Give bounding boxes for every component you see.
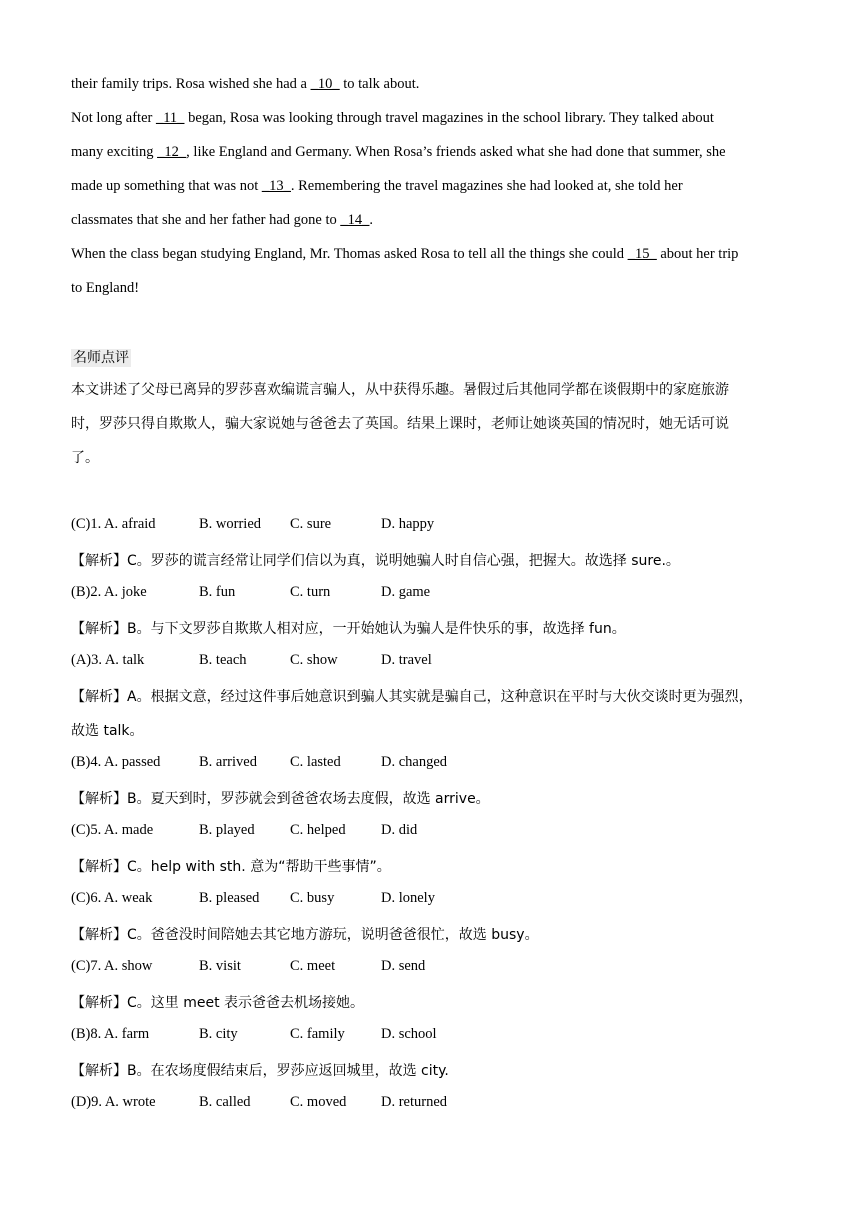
passage-text: to talk about. <box>339 76 420 92</box>
passage-text: their family trips. Rosa wished she had a <box>71 76 311 92</box>
passage-text: about her trip <box>656 246 739 262</box>
question-option-d: D. lonely <box>381 890 435 906</box>
question-option-b: B. fun <box>199 584 236 600</box>
passage-text: Not long after <box>71 110 156 126</box>
question-option-d: D. school <box>381 1026 437 1042</box>
question-option-c: C. meet <box>290 958 336 974</box>
passage-line <box>71 144 726 161</box>
passage-text: When the class began studying England, Mr. Thomas asked Rosa to tell all the things she could <box>71 246 628 262</box>
question-option-d: D. travel <box>381 652 432 668</box>
passage-text: . <box>369 212 373 228</box>
question-option-a: (C)6. A. weak <box>71 890 153 906</box>
question-option-c: C. busy <box>290 890 335 906</box>
question-option-c: C. sure <box>290 516 332 532</box>
question-option-d: D. send <box>381 958 426 974</box>
analysis-line: 【解析】A。根据文意，经过这件事后她意识到骗人其实就是骗自己，这种意识在平时与大伙交谈时更为强烈， <box>71 689 753 705</box>
question-option-a: (B)4. A. passed <box>71 754 161 770</box>
question-option-d: D. did <box>381 822 418 838</box>
blank-13: _13_ <box>261 178 291 194</box>
passage-line <box>71 246 738 263</box>
analysis-line: 故选 talk。 <box>71 723 144 739</box>
question-option-c: C. family <box>290 1026 345 1042</box>
passage-line <box>71 212 373 229</box>
question-option-a: (C)7. A. show <box>71 958 153 974</box>
question-option-b: B. visit <box>199 958 241 974</box>
passage-text: . Remembering the travel magazines she had looked at, she told her <box>290 178 683 194</box>
question-option-d: D. happy <box>381 516 435 532</box>
question-option-b: B. pleased <box>199 890 260 906</box>
review-heading <box>71 347 131 367</box>
question-option-c: C. turn <box>290 584 331 600</box>
analysis-line: 【解析】C。爸爸没时间陪她去其它地方游玩，说明爸爸很忙，故选 busy。 <box>71 927 539 943</box>
question-option-b: B. city <box>199 1026 238 1042</box>
question-option-c: C. lasted <box>290 754 341 770</box>
blank-14: _14_ <box>340 212 370 228</box>
blank-12: _12_ <box>157 144 187 160</box>
passage-line <box>71 178 683 195</box>
analysis-line: 【解析】B。在农场度假结束后，罗莎应返回城里，故选 city. <box>71 1063 449 1079</box>
question-option-a: (B)8. A. farm <box>71 1026 150 1042</box>
passage-text: made up something that was not <box>71 178 262 194</box>
blank-11: _11_ <box>155 110 185 126</box>
review-line: 了。 <box>71 450 99 466</box>
review-line: 时，罗莎只得自欺欺人，骗大家说她与爸爸去了英国。结果上课时，老师让她谈英国的情况时，她无话可说 <box>71 416 729 432</box>
question-option-d: D. changed <box>381 754 448 770</box>
question-option-d: D. game <box>381 584 431 600</box>
blank-10: _10_ <box>310 76 340 92</box>
question-option-a: (C)1. A. afraid <box>71 516 156 532</box>
question-option-b: B. worried <box>199 516 262 532</box>
question-option-c: C. helped <box>290 822 346 838</box>
passage-line: to England! <box>71 280 140 296</box>
question-option-c: C. show <box>290 652 338 668</box>
question-option-a: (A)3. A. talk <box>71 652 145 668</box>
question-option-b: B. played <box>199 822 255 838</box>
analysis-line: 【解析】B。与下文罗莎自欺欺人相对应，一开始她认为骗人是件快乐的事，故选择 fun。 <box>71 621 626 637</box>
question-option-b: B. called <box>199 1094 251 1110</box>
question-option-a: (C)5. A. made <box>71 822 154 838</box>
analysis-line: 【解析】C。这里 meet 表示爸爸去机场接她。 <box>71 995 365 1011</box>
passage-text: classmates that she and her father had gone to <box>71 212 341 228</box>
review-tag: 名师点评 <box>73 350 129 366</box>
question-option-d: D. returned <box>381 1094 448 1110</box>
passage-line <box>71 110 714 127</box>
question-option-b: B. teach <box>199 652 247 668</box>
question-option-a: (B)2. A. joke <box>71 584 147 600</box>
analysis-line: 【解析】C。help with sth. 意为“帮助干些事情”。 <box>71 859 391 875</box>
blank-15: _15_ <box>627 246 657 262</box>
passage-text: many exciting <box>71 144 158 160</box>
question-option-a: (D)9. A. wrote <box>71 1094 156 1110</box>
analysis-line: 【解析】B。夏天到时，罗莎就会到爸爸农场去度假，故选 arrive。 <box>71 791 490 807</box>
question-option-b: B. arrived <box>199 754 257 770</box>
question-option-c: C. moved <box>290 1094 347 1110</box>
analysis-line: 【解析】C。罗莎的谎言经常让同学们信以为真，说明她骗人时自信心强，把握大。故选择 sure.。 <box>71 553 680 569</box>
passage-text: , like England and Germany. When Rosa’s friends asked what she had done that summer, she <box>186 144 726 160</box>
passage-line <box>71 76 419 93</box>
review-line: 本文讲述了父母已离异的罗莎喜欢编谎言骗人，从中获得乐趣。暑假过后其他同学都在谈假期中的家庭旅游 <box>71 382 729 398</box>
passage-text: began, Rosa was looking through travel magazines in the school library. They talked about <box>184 110 714 126</box>
